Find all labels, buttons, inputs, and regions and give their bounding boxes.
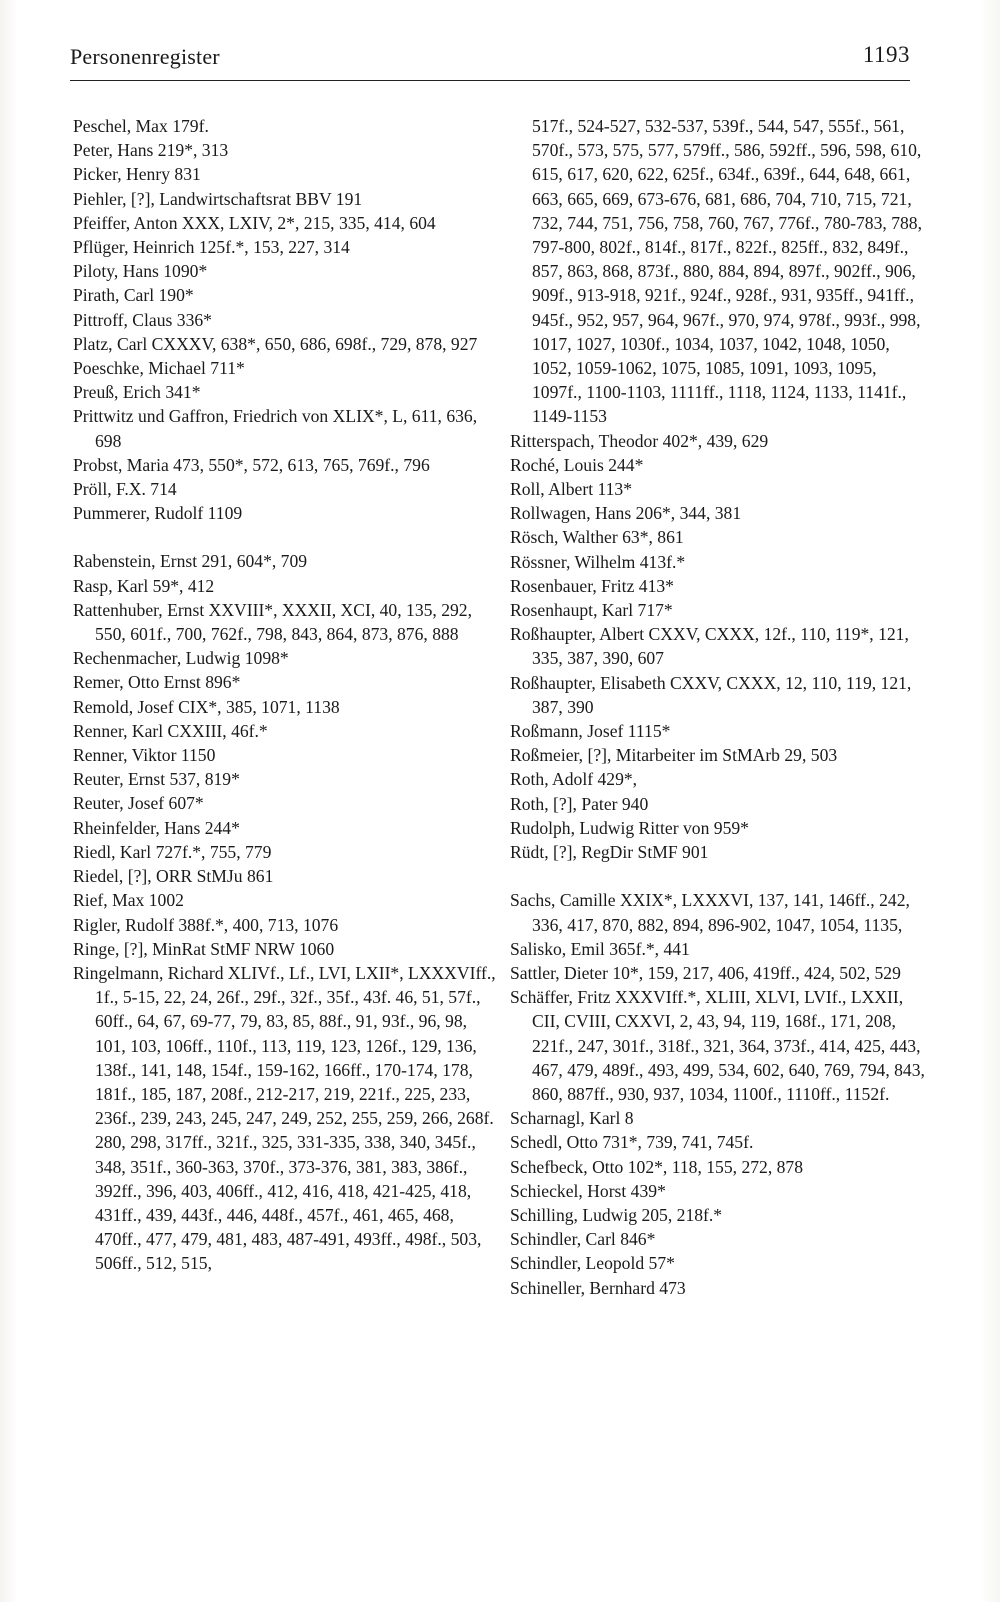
index-entry: Ritterspach, Theodor 402*, 439, 629: [510, 430, 769, 451]
index-entry: Rösch, Walther 63*, 861: [510, 527, 684, 548]
left-index-column: [73, 114, 498, 1276]
index-entry: Rollwagen, Hans 206*, 344, 381: [510, 503, 742, 524]
index-entry: Roché, Louis 244*: [510, 454, 644, 475]
index-entry: Schedl, Otto 731*, 739, 741, 745f.: [510, 1132, 754, 1153]
index-entry: Picker, Henry 831: [73, 164, 201, 185]
section-gap: [73, 525, 498, 549]
index-entry-continuation: 517f., 524-527, 532-537, 539f., 544, 547, 555f., 561, 570f., 573, 575, 577, 579ff., 586, 592ff., 596, 598, 610, 615, 617, 620, 622, 625f., 634f., 639f., 644, 648, 661, 663, 665, 669, 673-676, 681, 686, 704, 710, 715, 721, 732, 744, 751, 756, 758, 760, 767, 776f., 780-783, 788, 797-800, 802f., 814f., 817f., 822f., 825ff., 832, 849f., 857, 863, 868, 873f., 880, 884, 894, 897f., 902ff., 906, 909f., 913-918, 921f., 924f., 928f., 931, 935ff., 941ff., 945f., 952, 957, 964, 967f., 970, 974, 978f., 993f., 998, 1017, 1027, 1030f., 1034, 1037, 1042, 1048, 1050, 1052, 1059-1062, 1075, 1085, 1091, 1093, 1095, 1097f., 1100-1103, 1111ff., 1118, 1124, 1133, 1141f., 1149-1153: [532, 116, 922, 427]
index-entry: Piehler, [?], Landwirtschaftsrat BBV 191: [73, 188, 363, 209]
header-rule: [70, 80, 910, 81]
index-entry: Roßmeier, [?], Mitarbeiter im StMArb 29, 503: [510, 745, 838, 766]
index-entry: Remold, Josef CIX*, 385, 1071, 1138: [73, 696, 340, 717]
index-entry: Pröll, F.X. 714: [73, 479, 177, 500]
page-number: 1193: [862, 42, 910, 67]
index-entry: Rössner, Wilhelm 413f.*: [510, 551, 686, 572]
index-entry: Pflüger, Heinrich 125f.*, 153, 227, 314: [73, 237, 350, 258]
index-entry: Renner, Karl CXXIII, 46f.*: [73, 720, 268, 741]
index-entry: Riedel, [?], ORR StMJu 861: [73, 866, 274, 887]
index-entry: Roth, [?], Pater 940: [510, 793, 649, 814]
index-entry: Schindler, Carl 846*: [510, 1229, 656, 1250]
index-entry: Rosenhaupt, Karl 717*: [510, 600, 673, 621]
index-entry: Roßmann, Josef 1115*: [510, 721, 671, 742]
index-entry: Rief, Max 1002: [73, 890, 184, 911]
index-entry: Schineller, Bernhard 473: [510, 1277, 686, 1298]
index-entry: Schäffer, Fritz XXXVIff.*, XLIII, XLVI, LVIf., LXXII, CII, CVIII, CXXVI, 2, 43, 94, 119, 168f., 171, 208, 221f., 247, 301f., 318f., 321, 364, 373f., 414, 425, 443, 467, 479, 489f., 493, 499, 534, 602, 640, 769, 794, 843, 860, 887ff., 930, 937, 1034, 1100f., 1110ff., 1152f.: [510, 987, 925, 1104]
index-entry: Rüdt, [?], RegDir StMF 901: [510, 842, 709, 863]
index-entry: Probst, Maria 473, 550*, 572, 613, 765, 769f., 796: [73, 454, 430, 475]
index-entry: Rudolph, Ludwig Ritter von 959*: [510, 817, 749, 838]
index-entry: Ringe, [?], MinRat StMF NRW 1060: [73, 938, 335, 959]
index-entry: Preuß, Erich 341*: [73, 382, 201, 403]
index-entry: Pfeiffer, Anton XXX, LXIV, 2*, 215, 335, 414, 604: [73, 212, 436, 233]
index-entry: Schilling, Ludwig 205, 218f.*: [510, 1204, 723, 1225]
index-entry: Sattler, Dieter 10*, 159, 217, 406, 419ff., 424, 502, 529: [510, 962, 901, 983]
index-entry: Rabenstein, Ernst 291, 604*, 709: [73, 551, 308, 572]
index-entry: Peter, Hans 219*, 313: [73, 140, 229, 161]
index-entry: Remer, Otto Ernst 896*: [73, 672, 241, 693]
index-entry: Piloty, Hans 1090*: [73, 261, 208, 282]
index-entry: Schindler, Leopold 57*: [510, 1253, 675, 1274]
running-header-title: Personenregister: [70, 44, 220, 69]
index-entry: Pirath, Carl 190*: [73, 285, 194, 306]
index-entry: Prittwitz und Gaffron, Friedrich von XLIX*, L, 611, 636, 698: [73, 406, 478, 451]
index-entry: Poeschke, Michael 711*: [73, 358, 245, 379]
index-entry: Ringelmann, Richard XLIVf., Lf., LVI, LXII*, LXXXVIff., 1f., 5-15, 22, 24, 26f., 29f., 32f., 35f., 43f. 46, 51, 57f., 60ff., 64, 67, 69-77, 79, 83, 85, 88f., 91, 93f., 96, 98, 101, 103, 106ff., 110f., 113, 119, 123, 126f., 129, 136, 138f., 141, 148, 154f., 159-162, 166ff., 170-174, 178, 181f., 185, 187, 208f., 212-217, 219, 221f., 225, 233, 236f., 239, 243, 245, 247, 249, 252, 255, 259, 266, 268f. 280, 298, 317ff., 321f., 325, 331-335, 338, 340, 345f., 348, 351f., 360-363, 370f., 373-376, 381, 383, 386f., 392ff., 396, 403, 406ff., 412, 416, 418, 421-425, 418, 431ff., 439, 443f., 446, 448f., 457f., 461, 465, 468, 470ff., 477, 479, 481, 483, 487-491, 493ff., 498f., 503, 506ff., 512, 515,: [73, 962, 496, 1274]
index-entry: Reuter, Josef 607*: [73, 793, 204, 814]
right-index-column: [510, 114, 930, 1300]
index-entry: Schieckel, Horst 439*: [510, 1180, 666, 1201]
index-entry: Roßhaupter, Albert CXXV, CXXX, 12f., 110, 119*, 121, 335, 387, 390, 607: [510, 624, 909, 669]
index-entry: Rosenbauer, Fritz 413*: [510, 575, 674, 596]
index-entry: Roth, Adolf 429*,: [510, 769, 638, 790]
index-entry: Rechenmacher, Ludwig 1098*: [73, 648, 289, 669]
index-entry: Platz, Carl CXXXV, 638*, 650, 686, 698f., 729, 878, 927: [73, 333, 478, 354]
index-entry: Roßhaupter, Elisabeth CXXV, CXXX, 12, 110, 119, 121, 387, 390: [510, 672, 912, 717]
index-entry: Renner, Viktor 1150: [73, 745, 216, 766]
index-entry: Peschel, Max 179f.: [73, 116, 209, 136]
index-entry: Reuter, Ernst 537, 819*: [73, 769, 240, 790]
section-gap: [510, 864, 930, 888]
index-entry: Roll, Albert 113*: [510, 479, 633, 500]
index-entry: Rigler, Rudolf 388f.*, 400, 713, 1076: [73, 914, 339, 935]
index-entry: Pummerer, Rudolf 1109: [73, 503, 243, 524]
index-entry: Schefbeck, Otto 102*, 118, 155, 272, 878: [510, 1156, 804, 1177]
index-entry: Pittroff, Claus 336*: [73, 309, 212, 330]
index-entry: Sachs, Camille XXIX*, LXXXVI, 137, 141, 146ff., 242, 336, 417, 870, 882, 894, 896-902, 1047, 1054, 1135,: [510, 890, 910, 935]
index-entry: Salisko, Emil 365f.*, 441: [510, 938, 690, 959]
index-entry: Rattenhuber, Ernst XXVIII*, XXXII, XCI, 40, 135, 292, 550, 601f., 700, 762f., 798, 843, 864, 873, 876, 888: [73, 599, 472, 645]
index-entry: Riedl, Karl 727f.*, 755, 779: [73, 841, 272, 862]
index-entry: Rasp, Karl 59*, 412: [73, 575, 215, 596]
index-entry: Scharnagl, Karl 8: [510, 1108, 634, 1129]
index-entry: Rheinfelder, Hans 244*: [73, 817, 240, 838]
